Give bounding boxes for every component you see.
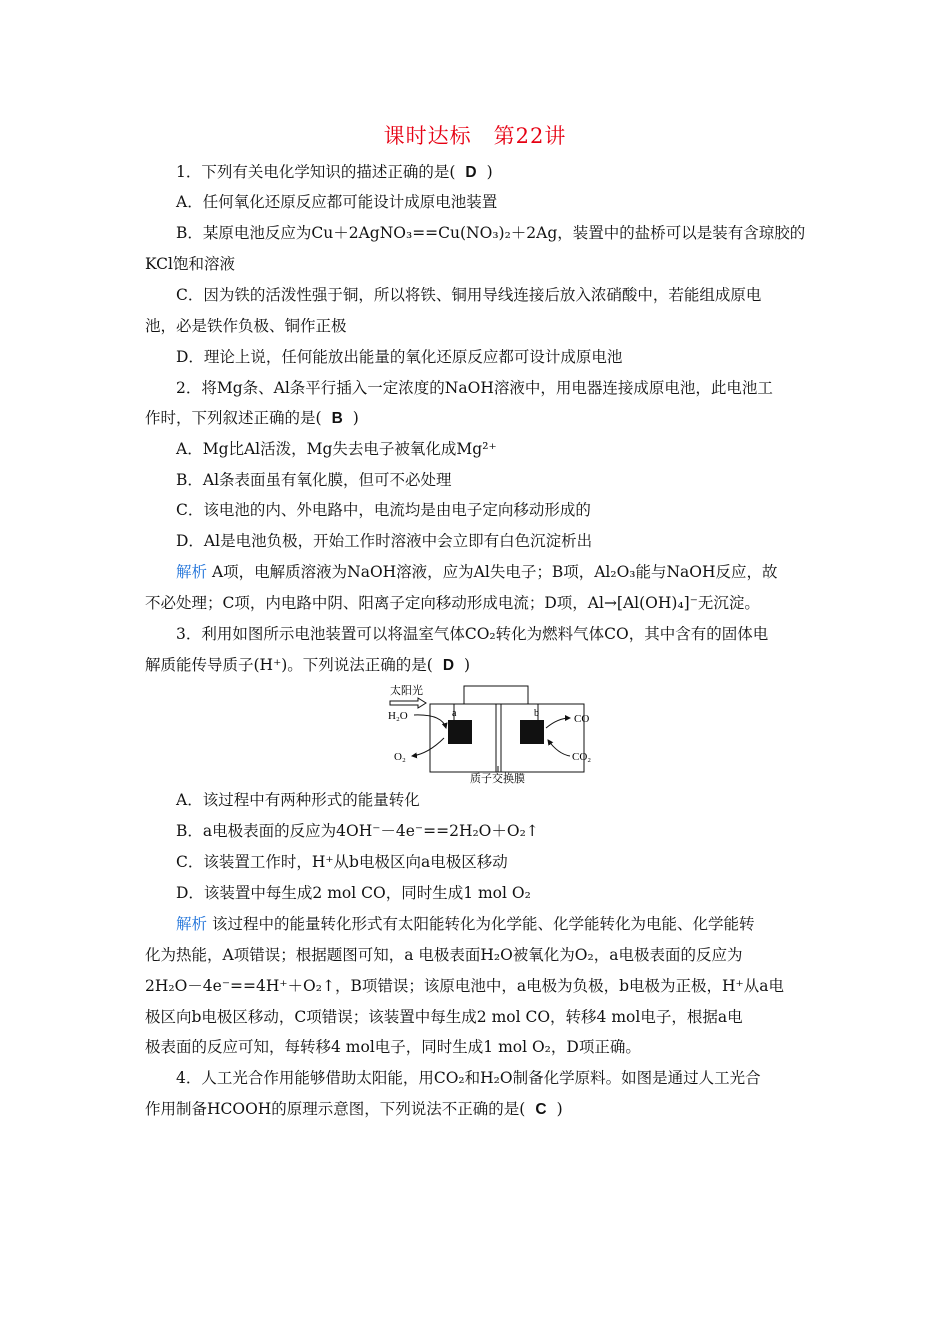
- electrode-b: [520, 720, 544, 744]
- q3-stem-text: 解质能传导质子(H⁺)。下列说法正确的是(: [145, 656, 433, 674]
- sunlight-arrow-icon: [390, 698, 426, 708]
- q1-stem: [176, 162, 805, 183]
- q2-analysis-line1: [176, 562, 805, 582]
- q3-analysis-text: 该过程中的能量转化形式有太阳能转化为化学能、化学能转化为电能、化学能转: [207, 915, 755, 933]
- q2-answer: B: [331, 410, 343, 427]
- q2-stem-line1: 2．将Mg条、Al条平行插入一定浓度的NaOH溶液中，用电器连接成原电池，此电池工: [176, 379, 773, 397]
- q3-analysis-line4: 极区向b电极区移动，C项错误；该装置中每生成2 mol CO，转移4 mol电子，根据a电: [145, 1008, 743, 1026]
- q1-stem-text: 1．下列有关电化学知识的描述正确的是(: [176, 163, 456, 181]
- q2-analysis-line2: 不必处理；C项，内电路中阴、阳离子定向移动形成电流；D项，Al→[Al(OH)₄]⁻无沉淀。: [145, 594, 760, 612]
- q4-close: ): [556, 1100, 563, 1118]
- q3-analysis-line3: 2H₂O－4e⁻==4H⁺＋O₂↑，B项错误；该原电池中，a电极为负极，b电极为正极，H⁺从a电: [145, 977, 784, 995]
- o2-label: O₂: [394, 751, 406, 763]
- q1-option-c-line1: C．因为铁的活泼性强于铜，所以将铁、铜用导线连接后放入浓硝酸中，若能组成原电: [176, 286, 762, 304]
- q2-option-d: D．Al是电池负极，开始工作时溶液中会立即有白色沉淀析出: [176, 532, 593, 550]
- electrode-a-label: a: [452, 708, 457, 719]
- q4-answer: C: [535, 1101, 547, 1118]
- q4-stem-line2: [145, 1099, 805, 1120]
- q3-close: ): [464, 656, 471, 674]
- q2-option-a: A．Mg比Al活泼，Mg失去电子被氧化成Mg²⁺: [176, 440, 497, 458]
- title-left: 课时达标: [383, 124, 472, 148]
- page-title: [0, 120, 950, 150]
- co2-label: CO₂: [572, 751, 592, 763]
- q3-option-b: B．a电极表面的反应为4OH⁻－4e⁻==2H₂O＋O₂↑: [176, 822, 539, 840]
- q1-option-a: A．任何氧化还原反应都可能设计成原电池装置: [176, 193, 498, 211]
- q3-option-d: D．该装置中每生成2 mol CO，同时生成1 mol O₂: [176, 884, 531, 902]
- q2-analysis-text: A项，电解质溶液为NaOH溶液，应为Al失电子；B项，Al₂O₃能与NaOH反应，故: [207, 563, 778, 581]
- co-label: CO: [574, 713, 590, 725]
- electrode-b-label: b: [534, 708, 539, 719]
- q3-option-c: C．该装置工作时，H⁺从b电极区向a电极区移动: [176, 853, 508, 871]
- electrode-a: [448, 720, 472, 744]
- q1-option-b-line1: B．某原电池反应为Cu＋2AgNO₃==Cu(NO₃)₂＋2Ag，装置中的盐桥可以是装有含琼胶的: [176, 224, 806, 242]
- q3-answer: D: [442, 657, 455, 674]
- q3-stem-line2: [145, 655, 805, 676]
- cell-diagram: [382, 684, 600, 784]
- q4-stem-text: 作用制备HCOOH的原理示意图，下列说法不正确的是(: [145, 1100, 526, 1118]
- q1-option-c-line2: 池，必是铁作负极、铜作正极: [145, 317, 347, 335]
- q1-option-d: D．理论上说，任何能放出能量的氧化还原反应都可设计成原电池: [176, 348, 623, 366]
- q2-option-c: C．该电池的内、外电路中，电流均是由电子定向移动形成的: [176, 501, 591, 519]
- o2-arrow-icon: [412, 738, 444, 756]
- q1-answer: D: [465, 164, 477, 181]
- q1-close: ): [486, 163, 493, 181]
- q3-analysis-line1: [176, 914, 805, 934]
- q1-option-b-line2: KCl饱和溶液: [145, 255, 235, 273]
- q3-stem-line1: 3．利用如图所示电池装置可以将温室气体CO₂转化为燃料气体CO，其中含有的固体电: [176, 625, 769, 643]
- q2-option-b: B．Al条表面虽有氧化膜，但可不必处理: [176, 471, 452, 489]
- title-right: 第22讲: [493, 124, 567, 148]
- q2-analysis-label: 解析: [176, 563, 208, 581]
- membrane-label: 质子交换膜: [470, 772, 525, 784]
- q4-stem-line1: 4．人工光合作用能够借助太阳能，用CO₂和H₂O制备化学原料。如图是通过人工光合: [176, 1069, 761, 1087]
- q2-close: ): [352, 409, 359, 427]
- external-wire: [464, 686, 528, 704]
- q3-analysis-line5: 极表面的反应可知，每转移4 mol电子，同时生成1 mol O₂，D项正确。: [145, 1038, 641, 1056]
- q3-analysis-label: 解析: [176, 915, 208, 933]
- q2-stem-line2: [145, 408, 805, 429]
- q2-stem-text: 作时，下列叙述正确的是(: [145, 409, 322, 427]
- q3-option-a: A．该过程中有两种形式的能量转化: [176, 791, 420, 809]
- co-arrow-icon: [546, 718, 570, 728]
- co2-arrow-icon: [548, 740, 570, 756]
- q3-analysis-line2: 化为热能，A项错误；根据题图可知，a 电极表面H₂O被氧化为O₂，a电极表面的反应为: [145, 946, 743, 964]
- h2o-label: H₂O: [388, 710, 408, 722]
- sunlight-label: 太阳光: [390, 684, 423, 697]
